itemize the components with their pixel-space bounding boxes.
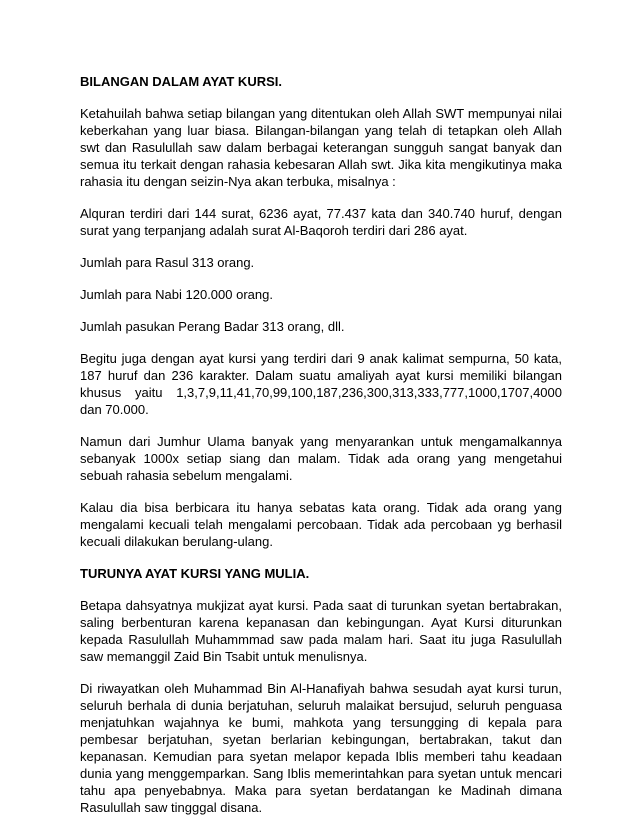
paragraph-badar: Jumlah pasukan Perang Badar 313 orang, dll.: [80, 319, 345, 334]
paragraph-rasul: Jumlah para Rasul 313 orang.: [80, 255, 255, 270]
paragraph-alquran: Alquran terdiri dari 144 surat, 6236 ayat, 77.437 kata dan 340.740 huruf, dengan surat yang terpanjang adalah surat Al-Baqoroh terdiri dari 286 ayat.: [80, 206, 562, 238]
paragraph-intro: Ketahuilah bahwa setiap bilangan yang ditentukan oleh Allah SWT mempunyai nilai keberkahan yang luar biasa. Bilangan-bilangan yang telah di tetapkan oleh Allah swt dan Rasulullah saw dalam berbagai keterangan sungguh sangat banyak dan semua itu terkait dengan rahasia kebesaran Allah swt. Jika kita mengikutinya maka rahasia itu dengan seizin-Nya akan terbuka, misalnya :: [80, 106, 562, 189]
paragraph-mukjizat: Betapa dahsyatnya mukjizat ayat kursi. Pada saat di turunkan syetan bertabrakan, saling berbenturan karena kepanasan dan kebingungan. Ayat Kursi diturunkan kepada Rasulullah Muhammmad saw pada malam hari. Saat itu juga Rasulullah saw memanggil Zaid Bin Tsabit untuk menulisnya.: [80, 598, 562, 664]
paragraph-percobaan: Kalau dia bisa berbicara itu hanya sebatas kata orang. Tidak ada orang yang mengalami kecuali telah mengalami percobaan. Tidak ada percobaan yg berhasil kecuali dilakukan berulang-ulang.: [80, 500, 562, 549]
section-heading-bilangan: BILANGAN DALAM AYAT KURSI.: [80, 74, 282, 89]
document-page: [80, 60, 562, 831]
section-heading-turunya: TURUNYA AYAT KURSI YANG MULIA.: [80, 566, 310, 581]
paragraph-nabi: Jumlah para Nabi 120.000 orang.: [80, 287, 273, 302]
paragraph-jumhur-ulama: Namun dari Jumhur Ulama banyak yang menyarankan untuk mengamalkannya sebanyak 1000x setiap siang dan malam. Tidak ada orang yang mengetahui sebuah rahasia sebelum mengalami.: [80, 434, 562, 483]
paragraph-riwayat: Di riwayatkan oleh Muhammad Bin Al-Hanafiyah bahwa sesudah ayat kursi turun, seluruh berhala di dunia berjatuhan, seluruh malaikat bersujud, seluruh penguasa menjatuhkan wajahnya ke bumi, mahkota yang tersungging di kepala para pembesar berjatuhan, syetan berlarian kebingungan, bertabrakan, takut dan kepanasan. Kemudian para syetan melapor kepada Iblis memberi tahu keadaan dunia yang menggemparkan. Sang Iblis memerintahkan para syetan untuk mencari tahu apa penyebabnya. Maka para syetan berdatangan ke Madinah dimana Rasulullah saw tingggal disana.: [80, 681, 562, 815]
paragraph-ayat-kursi-bilangan: Begitu juga dengan ayat kursi yang terdiri dari 9 anak kalimat sempurna, 50 kata, 187 huruf dan 236 karakter. Dalam suatu amaliyah ayat kursi memiliki bilangan khusus yaitu 1,3,7,9,11,41,70,99,100,187,236,300,313,333,777,1000,1707,4000 dan 70.000.: [80, 351, 562, 417]
